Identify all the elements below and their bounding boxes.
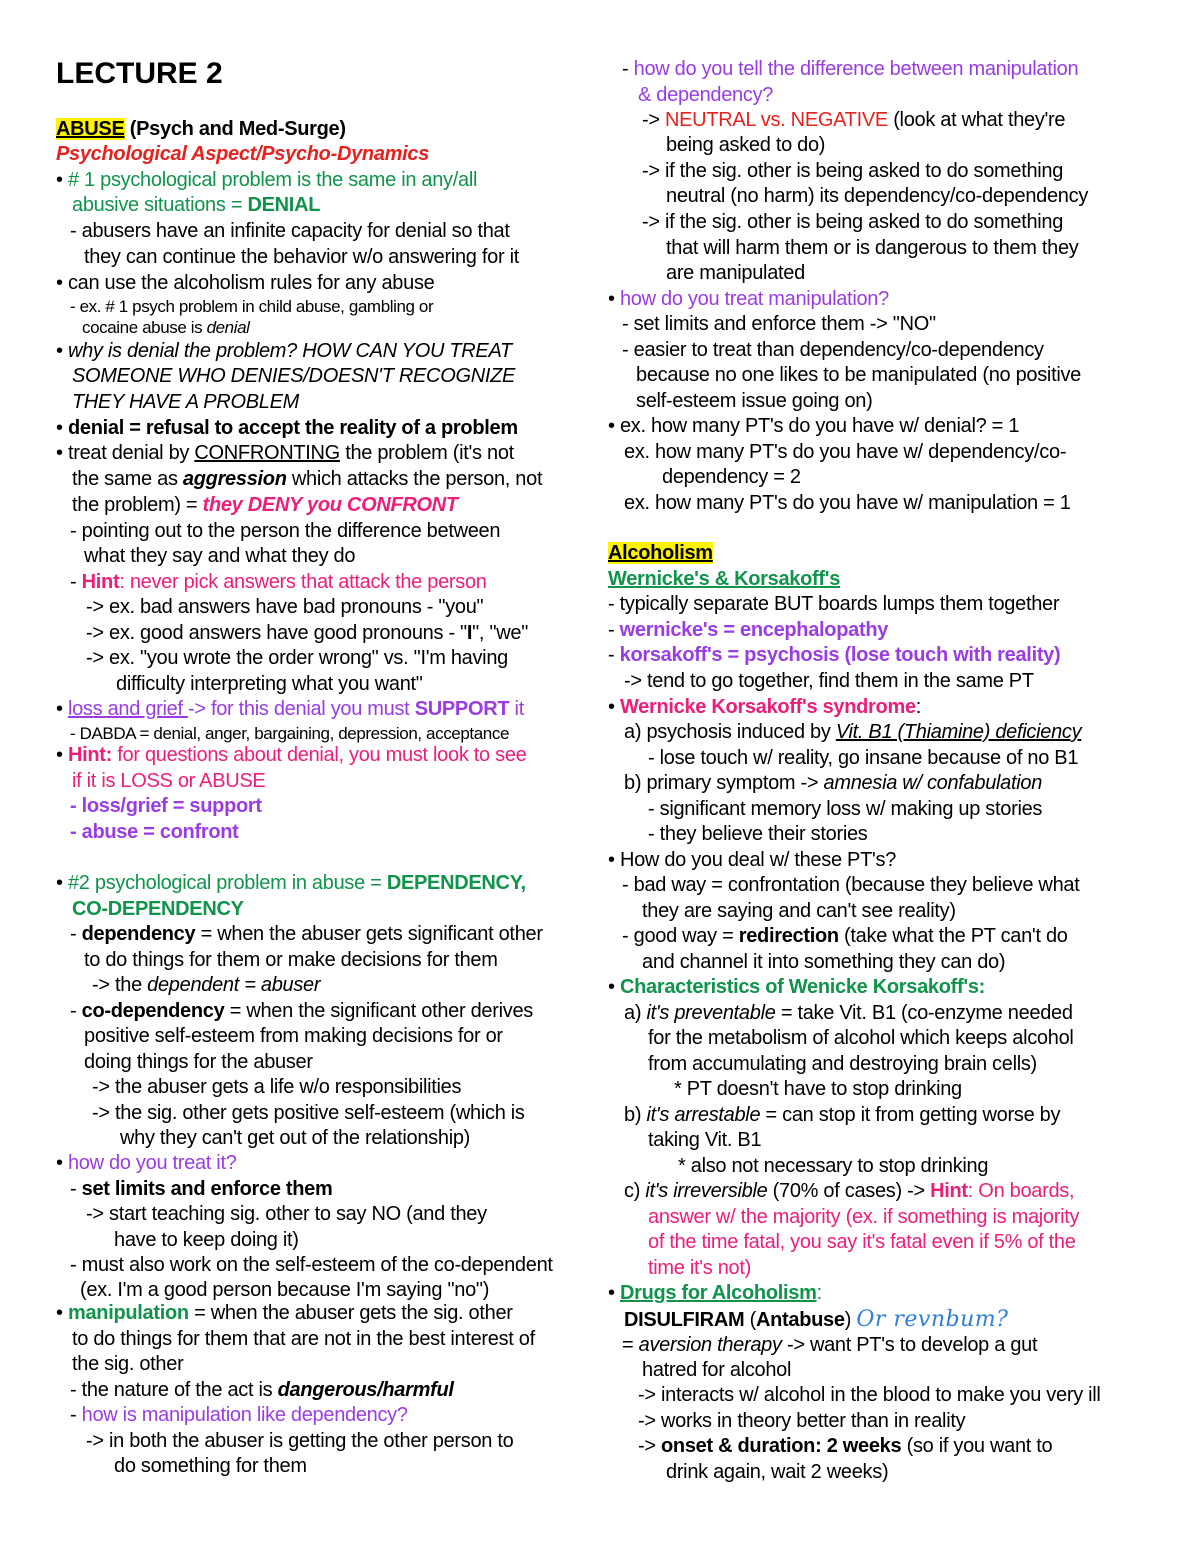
left-line-47 [56,1301,513,1326]
right-line-0 [622,57,1078,82]
right-line-32 [642,899,956,924]
text-segment: : On boards, [967,1180,1075,1202]
text-segment: it [509,698,524,720]
text-segment: doing things for the abuser [84,1051,313,1073]
text-segment: - typically separate BUT boards lumps them together [608,593,1060,615]
text-segment: b) [624,1104,647,1126]
text-segment: which attacks the person, not [286,468,543,490]
left-line-17 [70,519,500,544]
text-segment: -> for this denial you must [187,698,415,720]
text-segment: - [608,619,620,641]
text-segment: if it is LOSS or ABUSE [72,770,266,792]
left-line-29 [70,820,239,845]
left-line-24 [56,697,524,722]
right-line-37 [648,1026,1074,1051]
right-line-2 [642,108,1065,133]
text-segment: aversion therapy [638,1334,782,1356]
right-line-1 [638,83,773,108]
text-segment: - good way = [622,925,739,947]
text-segment: wernicke's = encephalopathy [619,619,889,641]
text-segment: #2 psychological problem in abuse = [67,872,387,894]
text-segment: : [816,1282,822,1304]
text-segment: positive self-esteem from making decisions for or [84,1025,503,1047]
text-segment: - the nature of the act is [70,1379,278,1401]
right-line-25 [624,720,1081,745]
text-segment: difficulty interpreting what you want" [116,673,423,695]
text-segment: * also not necessary to stop drinking [678,1155,989,1177]
left-line-44 [114,1228,299,1253]
left-line-26 [56,743,526,768]
left-line-9 [82,315,250,340]
text-segment: -> works in theory better than in reality [638,1410,966,1432]
text-segment: why is denial the problem? HOW CAN YOU TREAT [67,340,512,362]
right-line-4 [642,159,1063,184]
right-line-46 [648,1256,751,1281]
text-segment: • How do you deal w/ these PT's? [608,849,897,871]
left-line-35 [70,999,533,1024]
text-segment: Hint: [67,744,113,766]
left-line-1 [56,117,346,142]
text-segment: (take what the PT can't do [838,925,1068,947]
left-line-48 [72,1327,535,1352]
text-segment: they are saying and can't see reality) [642,900,956,922]
text-segment: - significant memory loss w/ making up stories [648,798,1043,820]
text-segment: -> in both the abuser is getting the other person to [86,1430,514,1452]
text-segment: Wernicke Korsakoff's syndrome [619,696,916,718]
text-segment: * PT doesn't have to stop drinking [674,1078,962,1100]
text-segment: drink again, wait 2 weeks) [666,1461,889,1483]
text-segment: ( [744,1309,756,1331]
text-segment: why they can't get out of the relationship) [120,1127,471,1149]
left-line-23 [116,672,423,697]
text-segment: - [608,644,620,666]
right-line-17 [624,491,1071,516]
right-line-42 [678,1154,988,1179]
text-segment: Hint [81,571,120,593]
right-line-47 [608,1281,822,1306]
text-segment: ABUSE [56,118,125,140]
text-segment: - they believe their stories [648,823,868,845]
text-segment: dependent = abuser [147,974,321,996]
text-segment: ex. how many PT's do you have w/ manipulation = 1 [624,492,1071,514]
left-line-27 [72,769,265,794]
left-line-20 [86,595,483,620]
left-line-14 [56,441,514,466]
text-segment: time it's not) [648,1257,751,1279]
right-line-45 [648,1230,1076,1255]
text-segment: # 1 psychological problem is the same in any/all [67,169,478,191]
text-segment: it's preventable [646,1002,776,1024]
left-line-21 [86,621,528,646]
text-segment: and channel it into something they can do) [642,951,1006,973]
right-line-13 [636,389,872,414]
right-line-16 [662,465,801,490]
right-line-44 [648,1205,1079,1230]
text-segment: -> the sig. other gets positive self-esteem (which is [92,1102,525,1124]
text-segment: - [70,923,82,945]
right-line-41 [648,1128,761,1153]
text-segment: -> the abuser gets a life w/o responsibilities [92,1076,462,1098]
text-segment: • [56,1302,68,1324]
left-line-41 [56,1151,237,1176]
text-segment: from accumulating and destroying brain cells) [648,1053,1037,1075]
right-line-35 [608,975,985,1000]
text-segment: CO-DEPENDENCY [72,898,244,920]
right-line-52 [638,1409,965,1434]
text-segment: DISULFIRAM [624,1309,745,1331]
right-line-30 [608,848,896,873]
text-segment: it's arrestable [646,1104,761,1126]
text-segment: what they say and what they do [84,545,356,567]
left-line-4 [72,193,320,218]
text-segment: to do things for them that are not in the best interest of [72,1328,535,1350]
text-segment: set limits and enforce them [81,1178,333,1200]
text-segment: taking Vit. B1 [648,1129,762,1151]
text-segment: that will harm them or is dangerous to them they [666,237,1079,259]
text-segment: • [56,169,68,191]
text-segment: -> interacts w/ alcohol in the blood to make you very ill [638,1384,1101,1406]
text-segment: I [466,622,473,644]
right-line-43 [624,1179,1074,1204]
right-line-36 [624,1001,1073,1026]
text-segment: do something for them [114,1455,307,1477]
text-segment: SUPPORT [414,698,510,720]
text-segment: Characteristics of Wenicke Korsakoff's: [619,976,986,998]
text-segment: korsakoff's = psychosis (lose touch with reality) [619,644,1061,666]
text-segment: DENIAL [247,194,321,216]
right-line-5 [666,184,1088,209]
text-segment: the problem) = [72,494,203,516]
text-segment: Drugs for Alcoholism [619,1282,817,1304]
left-line-51 [70,1403,408,1428]
text-segment: abusive situations = [72,194,248,216]
text-segment: : never pick answers that attack the person [119,571,487,593]
text-segment: c) [624,1180,646,1202]
text-segment: a) psychosis induced by [624,721,836,743]
left-line-16 [72,493,458,518]
right-line-8 [666,261,805,286]
left-line-40 [120,1126,470,1151]
text-segment: • [608,1282,620,1304]
text-segment: Alcoholism [608,542,713,564]
text-segment: - ex. # 1 psych problem in child abuse, gambling or [70,297,434,316]
left-line-22 [86,646,508,671]
left-line-45 [70,1253,553,1278]
text-segment: SOMEONE WHO DENIES/DOESN'T RECOGNIZE [72,365,516,387]
right-line-26 [648,746,1078,771]
text-segment: b) primary symptom -> [624,772,824,794]
left-line-50 [70,1378,454,1403]
text-segment: they DENY you CONFRONT [202,494,458,516]
text-segment: • [56,872,68,894]
text-segment: ", "we" [472,622,529,644]
right-line-29 [648,822,867,847]
right-line-20 [608,592,1059,617]
text-segment: to do things for them or make decisions for them [84,949,498,971]
left-line-15 [72,467,542,492]
right-line-31 [622,873,1079,898]
text-segment: (70% of cases) -> [767,1180,931,1202]
text-segment: redirection [738,925,839,947]
right-line-22 [608,643,1060,668]
left-line-11 [72,364,515,389]
text-segment: • [56,744,68,766]
text-segment: (Psych and Med-Surge) [124,118,346,140]
text-segment: - easier to treat than dependency/co-dependency [622,339,1044,361]
text-segment: • [56,698,68,720]
right-line-54 [666,1460,888,1485]
right-line-10 [622,312,936,337]
text-segment: Vit. B1 (Thiamine) deficiency [835,721,1082,743]
text-segment: - [622,58,634,80]
text-segment: denial [206,318,250,337]
left-line-7 [56,271,434,296]
text-segment: ) [844,1309,857,1331]
text-segment: being asked to do) [666,134,826,156]
left-line-0 [56,56,223,92]
text-segment: co-dependency [81,1000,225,1022]
text-segment: cocaine abuse is [82,318,207,337]
text-segment: dangerous/harmful [277,1379,454,1401]
left-line-46 [80,1278,489,1303]
text-segment: Wernicke's & Korsakoff's [608,568,841,590]
text-segment: -> [638,1435,661,1457]
right-line-9 [608,287,889,312]
right-line-3 [666,133,825,158]
right-line-11 [622,338,1044,363]
text-segment: -> if the sig. other is being asked to do something [642,211,1064,233]
text-segment: NEUTRAL vs. NEGATIVE [665,109,888,131]
handwritten-note: Or revnbum? [856,1307,1009,1332]
text-segment: = when the significant other derives [224,1000,533,1022]
right-line-21 [608,618,888,643]
text-segment: - [70,1178,82,1200]
right-line-23 [624,669,1034,694]
text-segment: aggression [182,468,287,490]
text-segment: CONFRONTING [194,442,340,464]
text-segment: • ex. how many PT's do you have w/ denial? = 1 [608,415,1020,437]
text-segment: self-esteem issue going on) [636,390,873,412]
text-segment: LECTURE 2 [56,57,223,90]
text-segment: dependency = 2 [662,466,801,488]
left-line-37 [84,1050,313,1075]
text-segment: loss and grief [67,698,188,720]
text-segment: - loss/grief = support [70,795,262,817]
text-segment: neutral (no harm) its dependency/co-dependency [666,185,1089,207]
text-segment: it's irreversible [645,1180,768,1202]
left-line-39 [92,1101,525,1126]
text-segment: -> [642,109,665,131]
right-line-24 [608,695,921,720]
left-line-31 [72,897,244,922]
text-segment: because no one likes to be manipulated (no positive [636,364,1082,386]
text-segment: • [608,976,620,998]
left-line-19 [70,570,487,595]
text-segment: (look at what they're [887,109,1066,131]
text-segment: & dependency? [638,84,774,106]
text-segment: of the time fatal, you say it's fatal even if 5% of the [648,1231,1076,1253]
left-line-36 [84,1024,503,1049]
text-segment: -> ex. "you wrote the order wrong" vs. "I'm having [86,647,508,669]
text-segment: -> if the sig. other is being asked to do something [642,160,1064,182]
right-line-6 [642,210,1063,235]
left-line-33 [84,948,498,973]
text-segment: - abusers have an infinite capacity for denial so that [70,220,510,242]
text-segment: - abuse = confront [70,821,239,843]
text-segment: - [70,571,82,593]
text-segment: denial = refusal to accept the reality of a problem [67,417,518,439]
right-line-33 [622,924,1068,949]
text-segment: manipulation [67,1302,189,1324]
text-segment: -> the [92,974,148,996]
text-segment: -> want PT's to develop a gut [781,1334,1038,1356]
text-segment: the problem (it's not [339,442,514,464]
text-segment: - [70,1000,82,1022]
text-segment: = take Vit. B1 (co-enzyme needed [775,1002,1073,1024]
left-line-32 [70,922,543,947]
text-segment: -> ex. good answers have good pronouns - " [86,622,467,644]
text-segment: DEPENDENCY, [386,872,526,894]
left-line-42 [70,1177,332,1202]
text-segment: - set limits and enforce them -> "NO" [622,313,936,335]
left-line-13 [56,416,518,441]
text-segment: : [915,696,922,718]
text-segment: hatred for alcohol [642,1359,792,1381]
left-line-30 [56,871,526,896]
right-line-12 [636,363,1081,388]
text-segment: -> tend to go together, find them in the same PT [624,670,1034,692]
text-segment: Psychological Aspect/Psycho-Dynamics [56,143,430,165]
text-segment: how do you treat it? [67,1152,237,1174]
text-segment: - DABDA = denial, anger, bargaining, depression, acceptance [70,724,510,743]
left-line-49 [72,1352,183,1377]
right-line-7 [666,236,1078,261]
right-line-51 [638,1383,1101,1408]
left-line-3 [56,168,477,193]
left-line-2 [56,142,429,167]
text-segment: - [70,1404,82,1426]
text-segment: • [608,288,620,310]
right-line-15 [624,440,1066,465]
right-line-53 [638,1434,1052,1459]
text-segment: - pointing out to the person the difference between [70,520,501,542]
right-line-40 [624,1103,1060,1128]
right-line-38 [648,1052,1037,1077]
text-segment: • can use the alcoholism rules for any abuse [56,272,435,294]
text-segment: a) [624,1002,647,1024]
text-segment: for the metabolism of alcohol which keeps alcohol [648,1027,1074,1049]
text-segment: for questions about denial, you must look to see [112,744,527,766]
left-line-34 [92,973,320,998]
right-line-14 [608,414,1019,439]
text-segment: how do you treat manipulation? [619,288,889,310]
text-segment: • [56,1152,68,1174]
right-line-19 [608,567,840,592]
text-segment: -> ex. bad answers have bad pronouns - "you" [86,596,484,618]
left-line-52 [86,1429,513,1454]
text-segment: Antabuse [755,1309,845,1331]
text-segment: they can continue the behavior w/o answering for it [84,246,519,268]
text-segment: ex. how many PT's do you have w/ dependency/co- [624,441,1067,463]
left-line-53 [114,1454,307,1479]
text-segment: - lose touch w/ reality, go insane because of no B1 [648,747,1079,769]
text-segment: • [56,340,68,362]
right-line-50 [642,1358,791,1383]
text-segment: onset & duration: 2 weeks [661,1435,902,1457]
text-segment: have to keep doing it) [114,1229,299,1251]
text-segment: amnesia w/ confabulation [823,772,1043,794]
text-segment: - bad way = confrontation (because they believe what [622,874,1080,896]
text-segment: answer w/ the majority (ex. if something is majority [648,1206,1080,1228]
text-segment: = when the abuser gets significant other [195,923,543,945]
right-line-39 [674,1077,962,1102]
left-line-18 [84,544,355,569]
left-line-38 [92,1075,461,1100]
text-segment: (ex. I'm a good person because I'm saying "no") [80,1279,490,1301]
right-line-34 [642,950,1005,975]
text-segment: how do you tell the difference between manipulation [633,58,1079,80]
left-line-43 [86,1202,487,1227]
text-segment: Hint [930,1180,968,1202]
text-segment: THEY HAVE A PROBLEM [72,391,299,413]
text-segment: how is manipulation like dependency? [81,1404,408,1426]
text-segment: • [56,417,68,439]
text-segment: dependency [81,923,196,945]
right-line-28 [648,797,1042,822]
text-segment: the same as [72,468,183,490]
text-segment: - must also work on the self-esteem of the co-dependent [70,1254,553,1276]
text-segment: -> start teaching sig. other to say NO (and they [86,1203,487,1225]
text-segment: the sig. other [72,1353,184,1375]
text-segment: = [622,1334,639,1356]
right-line-27 [624,771,1042,796]
left-line-10 [56,339,512,364]
text-segment: are manipulated [666,262,805,284]
left-line-12 [72,390,299,415]
left-line-28 [70,794,262,819]
right-line-48 [624,1307,1008,1333]
left-line-6 [84,245,519,270]
text-segment: • treat denial by [56,442,195,464]
right-line-18 [608,541,713,566]
right-line-49 [622,1333,1037,1358]
text-segment: = can stop it from getting worse by [760,1104,1061,1126]
text-segment: (so if you want to [901,1435,1053,1457]
text-segment: • [608,696,620,718]
text-segment: = when the abuser gets the sig. other [188,1302,513,1324]
left-line-5 [70,219,510,244]
